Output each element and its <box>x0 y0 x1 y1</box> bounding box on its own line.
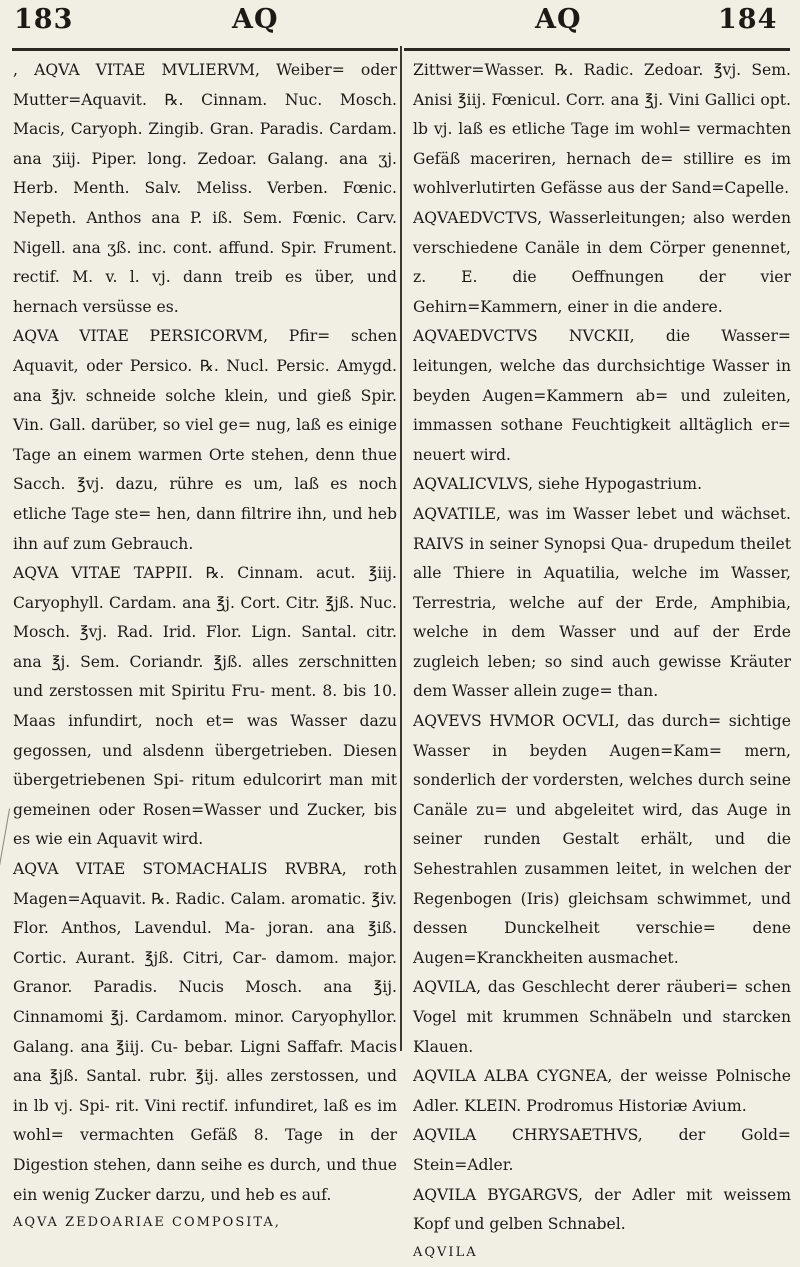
entry-aquila-chrysaethus: AQVILA CHRYSAETHVS, der Gold= Stein=Adler. <box>413 1126 791 1174</box>
running-head-left: AQ <box>232 4 279 35</box>
entry-aquila: AQVILA, das Geschlecht derer räuberi= schen Vogel mit krummen Schnäbeln und starcken Klauen. <box>413 978 791 1056</box>
entry-aqua-vitae-mulierum: , AQVA VITAE MVLIERVM, Weiber= oder Mutter=Aquavit. ℞. Cinnam. Nuc. Mosch. Macis, Caryoph. Zingib. Gran. Paradis. Cardam. ana ʒiij. Piper. long. Zedoar. Galang. ana ʒj. Herb. Menth. Salv. Meliss. Verben. Fœnic. Nepeth. Anthos ana P. iß. Sem. Fœnic. Carv. Nigell. ana ʒß. inc. cont. affund. Spir. Frument. rectif. M. v. l. vj. dann treib es über, und hernach versüsse es. <box>13 61 397 316</box>
header-rule-right <box>404 48 790 51</box>
margin-pencil-mark <box>0 808 10 877</box>
page-header <box>0 4 800 44</box>
page-number-right: 184 <box>718 4 778 35</box>
entry-aquila-bygargus: AQVILA BYGARGVS, der Adler mit weissem Kopf und gelben Schnabel. <box>413 1185 791 1234</box>
entry-aqua-vitae-persicorum: AQVA VITAE PERSICORVM, Pfir= schen Aquavit, oder Persico. ℞. Nucl. Persic. Amygd. ana ℥jv. schneide solche klein, und gieß Spir. Vin. Gall. darüber, so viel ge= nug, laß es einige Tage an einem warmen Orte stehen, denn thue Sacch. ℥vj. dazu, rühre es um, laß es noch etliche Tage ste= hen, dann filtrire ihn, und heb ihn auf zum Gebrauch. <box>13 327 397 553</box>
running-head-right: AQ <box>535 4 582 35</box>
catchline-right: AQVILA <box>413 1244 478 1260</box>
entry-aqua-vitae-stomachalis: AQVA VITAE STOMACHALIS RVBRA, roth Magen=Aquavit. ℞. Radic. Calam. aromatic. ℥iv. Flor. Anthos, Lavendul. Ma- joran. ana ℥iß. Cortic. Aurant. ℥jß. Citri, Car- damom. major. Granor. Paradis. Nucis Mosch. ana ℥ij. Cinnamomi ℥j. Cardamom. minor. Caryophyllor. Galang. ana ℥iij. Cu- bebar. Ligni Saffafr. Macis ana ℥jß. Santal. rubr. ℥ij. alles zerstossen, und in lb vj. Spi- rit. Vini rectif. infundiret, laß es im wohl= vermachten Gefäß 8. Tage in der Digestion stehen, dann seihe es durch, und thue ein wenig Zucker darzu, und heb es auf. <box>13 860 397 1204</box>
entry-aquila-alba-cygnea: AQVILA ALBA CYGNEA, der weisse Polnische Adler. KLEIN. Prodromus Historiæ Avium. <box>413 1067 791 1115</box>
column-divider <box>400 46 402 1051</box>
header-rule-left <box>12 48 398 51</box>
entry-aqueus-humor-oculi: AQVEVS HVMOR OCVLI, das durch= sichtige Wasser in beyden Augen=Kam= mern, sonderlich der vordersten, welches durch seine Canäle zu= und abgeleitet wird, das Auge in seiner runden Gestalt erhält, und die Sehestrahlen zusammen leitet, in welchen der Regenbogen (Iris) gleichsam schwimmet, und dessen Dunckelheit verschie= dene Augen=Kranckheiten ausmachet. <box>413 712 791 967</box>
entry-aqualiculus: AQVALICVLVS, siehe Hypogastrium. <box>413 475 703 494</box>
right-column <box>413 56 791 1267</box>
entry-aqua-zedoariae-cont: Zittwer=Wasser. ℞. Radic. Zedoar. ℥vj. Sem. Anisi ℥iij. Fœnicul. Corr. ana ℥j. Vini Gallici opt. lb vj. laß es etliche Tage im wohl= vermachten Gefäß maceriren, hernach de= stillire es im wohlverlutirten Gefässe aus der Sand=Capelle. <box>413 61 791 198</box>
catchline-left: AQVA ZEDOARIAE COMPOSITA, <box>13 1215 281 1231</box>
entry-aquaeductus: AQVAEDVCTVS, Wasserleitungen; also werden verschiedene Canäle in dem Cörper genennet, z. E. die Oeffnungen der vier Gehirn=Kammern, einer in die andere. <box>413 208 791 316</box>
page-number-left: 183 <box>14 4 74 35</box>
entry-aquaeductus-nuckii: AQVAEDVCTVS NVCKII, die Wasser= leitungen, welche das durchsichtige Wasser in beyden Augen=Kammern ab= und zuleiten, immassen sothane Feuchtigkeit alltäglich er= neuert wird. <box>413 327 791 464</box>
entry-aquatile: AQVATILE, was im Wasser lebet und wächset. RAIVS in seiner Synopsi Qua- drupedum theilet alle Thiere in Aquatilia, welche im Wasser, Terrestria, welche auf der Erde, Amphibia, welche in dem Wasser und auf der Erde zugleich leben; so sind auch gewisse Kräuter dem Wasser allein zuge= than. <box>413 504 791 701</box>
left-column <box>13 56 397 1238</box>
entry-aqua-vitae-tappii: AQVA VITAE TAPPII. ℞. Cinnam. acut. ℥iij. Caryophyll. Cardam. ana ℥j. Cort. Citr. ℥jß. Nuc. Mosch. ℥vj. Rad. Irid. Flor. Lign. Santal. citr. ana ℥j. Sem. Coriandr. ℥jß. alles zerschnitten und zerstossen mit Spiritu Fru- ment. 8. bis 10. Maas infundirt, noch et= was Wasser dazu gegossen, und alsdenn übergetrieben. Diesen übergetriebenen Spi- ritum edulcorirt man mit gemeinen oder Rosen=Wasser und Zucker, bis es wie ein Aquavit wird. <box>13 564 397 849</box>
